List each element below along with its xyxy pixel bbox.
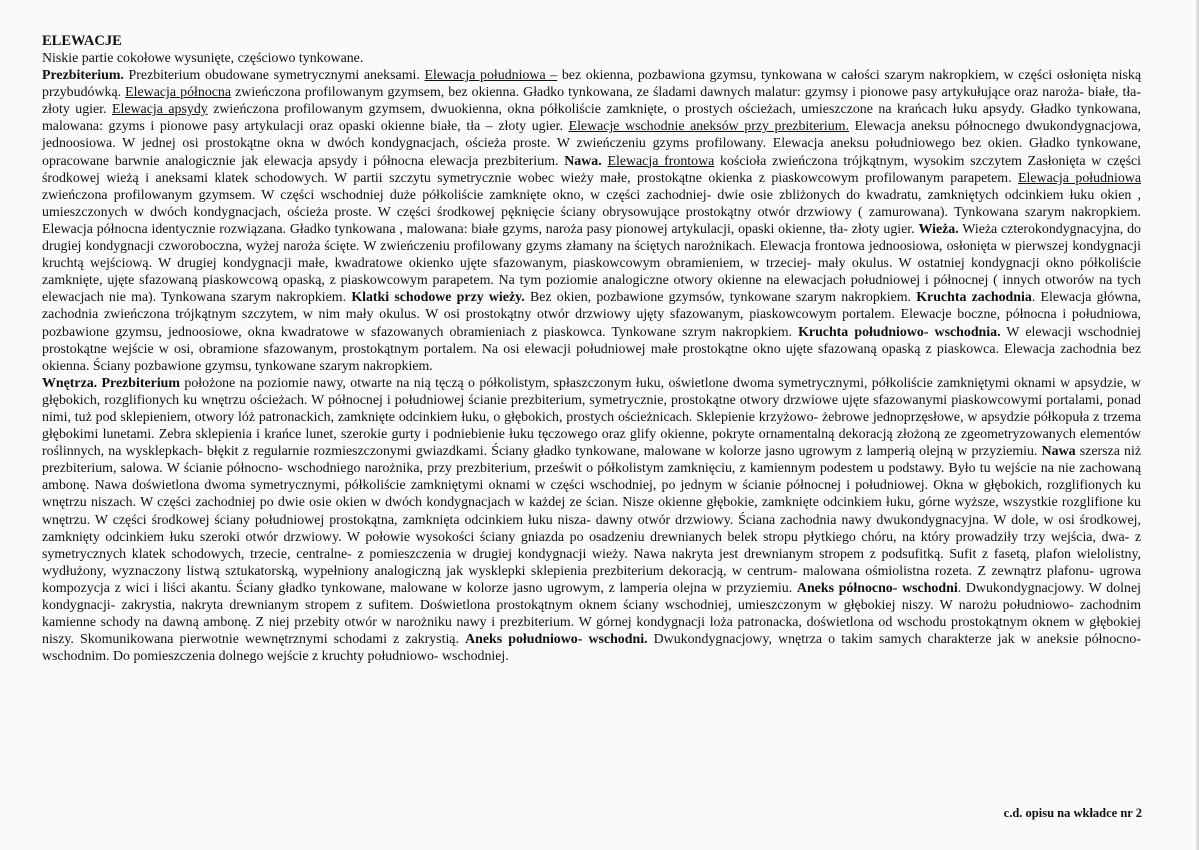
heading-wnetrza: Wnętrza. — [42, 375, 98, 391]
heading-aneks-pd-wsch: Aneks południowo- wschodni. — [465, 632, 648, 648]
heading-prezbiterium-interior: Prezbiterium — [101, 375, 180, 391]
continuation-note: c.d. opisu na wkładce nr 2 — [1003, 806, 1142, 820]
text-run: szersza niż prezbiterium, salowa. W ścianie północno- wschodniego narożnika, przy prezbiterium, prześwit o półkolistym zamknięciu, z kamiennym podestem u podstawy. Było tu wejście na nie zachowaną ambonę. Nawa doświetlona dwoma symetrycznymi, półkoliście zamkniętymi oknami w części wschodniej, po jednym w ścianie północnej i południowej. Okna w głębokich, rozglifionych ku wnętrzu niszach. W części zachodniej po dwie osie okien w dwóch kondygnacjach w każdej ze ścian. Nisze okienne głębokie, zamknięte odcinkiem łuku, górne wyższe, wszystkie rozglifione ku wnętrzu. W części środkowej ściany południowej prostokątna, zamknięta odcinkiem łuku nisza- dawny otwór drzwiowy. Ściana zachodnia nawy dwukondygnacyjna. W dole, w osi środkowej, zamknięty odcinkiem łuku szeroki otwór drzwiowy. W połowie wysokości ściany gniazda po osadzeniu drewnianych belek stropu płytkiego chóru, na który prowadziły trzy wejścia, dwa- z symetrycznych klatek schodowych, trzecie, centralne- z pomieszczenia w drugiej kondygnacji wieży. Nawa nakryta jest drewnianym stropem z podsufitką. Sufit z fasetą, plafon wielolistny, wydłużony, wyznaczony listwą sztukatorską, wypełniony analogiczną jak wysklepki sklepienia prezbiterium dekoracją, w centrum- malowana ośmiolistna rozeta. Z zewnątrz plafonu- ugrowa kompozycja z wici i liści akantu. Ściany gładko tynkowane, malowane w kolorze jasno ugrowym, z lamperia olejna w przyziemiu. — [42, 444, 1142, 596]
intro-paragraph: Niskie partie cokołowe wysunięte, częściowo tynkowane. — [42, 51, 364, 66]
section-title: ELEWACJE — [42, 33, 122, 49]
text-run: Dwukondygnacjowy, wnętrza o takim samych charakterze jak w aneksie północno- wschodnim. Do pomieszczenia dolnego wejście z kruchty południowo- wschodniej. — [42, 632, 1141, 665]
interiors-paragraph — [42, 375, 1141, 666]
text-run: zwieńczona profilowanym gzymsem, bez okienna. Gładko tynkowana, ze śladami dawnych malatur: gzymsy i pionowe pasy artykułujące oraz naroża- białe, tła- złoty ugier. — [42, 85, 1141, 118]
subheading-east-annex-elevations: Elewacje wschodnie aneksów przy prezbiterium. — [568, 119, 849, 135]
text-run: Wieża czterokondygnacyjna, do drugiej kondygnacji czworoboczna, wyżej naroża ścięte. W zwieńczeniu profilowany gzyms złamany na ściętych narożnikach. Elewacja frontowa jednoosiowa, osłonięta w pierwszej kondygnacji kruchtą wejściową. W drugiej kondygnacji małe, kwadratowe okienko ujęte sfazowanym, piaskowcowym obramieniem, w trzeciej- mały okulus. W ostatniej kondygnacji okno półkoliście zamknięte, ujęte sfazowaną piaskowcową opaską, z piaskowcowym parapetem. Na tym poziomie analogiczne otwory okienne na elewacjach południowej i północnej ( innych otworów na tych elewacjach nie ma). Tynkowana szarym nakropkiem. — [42, 221, 1141, 306]
heading-aneks-pn-wsch: Aneks północno- wschodni — [796, 580, 958, 596]
heading-klatki-schodowe: Klatki schodowe przy wieży. — [351, 290, 525, 306]
text-run: zwieńczona profilowanym gzymsem, dwuokienna, okna półkoliście zamknięte, o prostych ościeżach, umieszczone na krańcach łuku apsydy. Gładko tynkowana, malowana: gzyms i pionowe pasy artykulacji oraz opaski okienne białe, tła – złoty ugier. — [42, 102, 1141, 135]
text-run: . Elewacja główna, zachodnia zwieńczona trójkątnym szczytem, w nim mały okulus. W osi prostokątny otwór drzwiowy ujęty sfazowanym, piaskowcowym portalem. Elewacje boczne, północna i południowa, pozbawione gzymsu, jednoosiowe, okna kwadratowe w sfazowanych obramieniach z piaskowca. Tynkowane szrym nakropkiem. — [42, 290, 1141, 340]
text-run: Bez okien, pozbawione gzymsów, tynkowane szarym nakropkiem. — [524, 290, 917, 306]
subheading-apse-elevation: Elewacja apsydy — [112, 102, 208, 118]
heading-nawa: Nawa. — [564, 153, 602, 169]
text-run: Elewacja aneksu północnego dwukondygnacjowa, jednoosiowa. W jednej osi prostokątne okna w dwóch kondygnacjach, ościeża proste. W zwieńczeniu gzyms profilowany. Elewacja aneksu południowego bez okien. Gładko tynkowane, opracowane barwnie analogicznie jak elewacja apsydy i północna elewacja prezbiterium. — [42, 119, 1142, 169]
text-run: położone na poziomie nawy, otwarte na nią tęczą o półkolistym, spłaszczonym łuku, oświetlone dwoma symetrycznymi, półkoliście zamkniętymi oknami w apsydzie, w głębokich, rozglifionych ku wnętrzu ościeżach. W północnej i południowej ścianie prezbiterium, symetrycznie, prostokątne otwory drzwiowe ujęte sfazowanymi piaskowcowymi portalami, ponad nimi, tuż pod sklepieniem, otwory lóż patronackich, zamknięte odcinkiem łuku, o głębokich, prostych ościeżnicach. Sklepienie krzyżowo- żebrowe jednoprzęsłowe, w apsydzie półkopuła z trzema głębokimi lunetami. Zebra sklepienia i krańce lunet, szerokie gurty i podniebienie łuku tęczowego oraz glify okienne, pokryte ornamentalną dekoracją złożoną ze zgeometryzowanych elementów roślinnych, na wysklepkach- błękit z regularnie rozmieszczonymi gwiazdkami. Ściany gładko tynkowane, malowane w kolorze jasno ugrowym z lamperią olejną w przyziemiu. — [42, 375, 1141, 460]
text-run: Prezbiterium obudowane symetrycznymi aneksami. — [123, 68, 425, 84]
heading-kruchta-zachodnia: Kruchta zachodnia — [916, 290, 1032, 306]
subheading-nave-south-elevation: Elewacja południowa — [1018, 170, 1141, 186]
heading-wieza: Wieża. — [918, 221, 959, 237]
heading-prezbiterium: Prezbiterium. — [42, 68, 124, 84]
subheading-north-elevation: Elewacja północna — [125, 85, 232, 101]
subheading-south-elevation: Elewacja południowa – — [424, 68, 558, 84]
subheading-front-elevation: Elewacja frontowa — [607, 153, 715, 169]
text-run: zwieńczona profilowanym gzymsem. W części wschodniej duże półkoliście zamknięte okno, w części zachodniej- dwie osie zbliżonych do kwadratu, zamkniętych odcinkiem łuku okien , umieszczonych w dwóch kondygnacjach, ościeża proste. W części środkowej pęknięcie ściany obrysowujące prostokątny otwór drzwiowy ( zamurowana). Tynkowana szarym nakropkiem. Elewacja północna identycznie rozwiązana. Gładko tynkowana , malowana: białe gzyms, naroża pasy pionowej artykulacji, opaski okienne, tła- złoty ugier. — [42, 187, 1141, 237]
heading-kruchta-pd-wsch: Kruchta południowo- wschodnia. — [798, 324, 1001, 340]
text-run: kościoła zwieńczona trójkątnym, wysokim szczytem Zasłonięta w części środkowej wieżą i aneksami klatek schodowych. W partii szczytu symetrycznie wobec wieży małe, prostokątne okienka z piaskowcowym profilowanym parapetem. — [42, 153, 1141, 186]
text-run: W elewacji wschodniej prostokątne wejście w osi, obramione sfazowanym, prostokątnym portalem. Na osi elewacji południowej małe prostokątne okno ujęte sfazowaną opaską z piaskowca. Elewacja zachodnia bez okienna. Ściany pozbawione gzymsu, tynkowane szarym nakropkiem. — [42, 324, 1141, 374]
text-run: bez okienna, pozbawiona gzymsu, tynkowana w całości szarym nakropkiem, w części osłonięta niską przybudówką. — [42, 68, 1141, 101]
elevations-paragraph — [42, 67, 1141, 375]
document-body — [42, 50, 1141, 665]
heading-nawa-interior: Nawa — [1041, 444, 1076, 460]
text-run: . Dwukondygnacjowy. W dolnej kondygnacji- zakrystia, nakryta drewnianym stropem z sufitem. Doświetlona prostokątnym oknem ściany wschodniej, umieszczonym w głębokiej niszy. W narożu południowo- zachodnim kamienne schody na dawną ambonę. Z niej przebity otwór w narożniku nawy i prezbiterium. W górnej kondygnacji loża patronacka, doświetlona od wschodu prostokątnym oknem w głębokiej niszy. Skomunikowana pierwotnie wewnętrznymi schodami z zakrystią. — [42, 580, 1141, 648]
